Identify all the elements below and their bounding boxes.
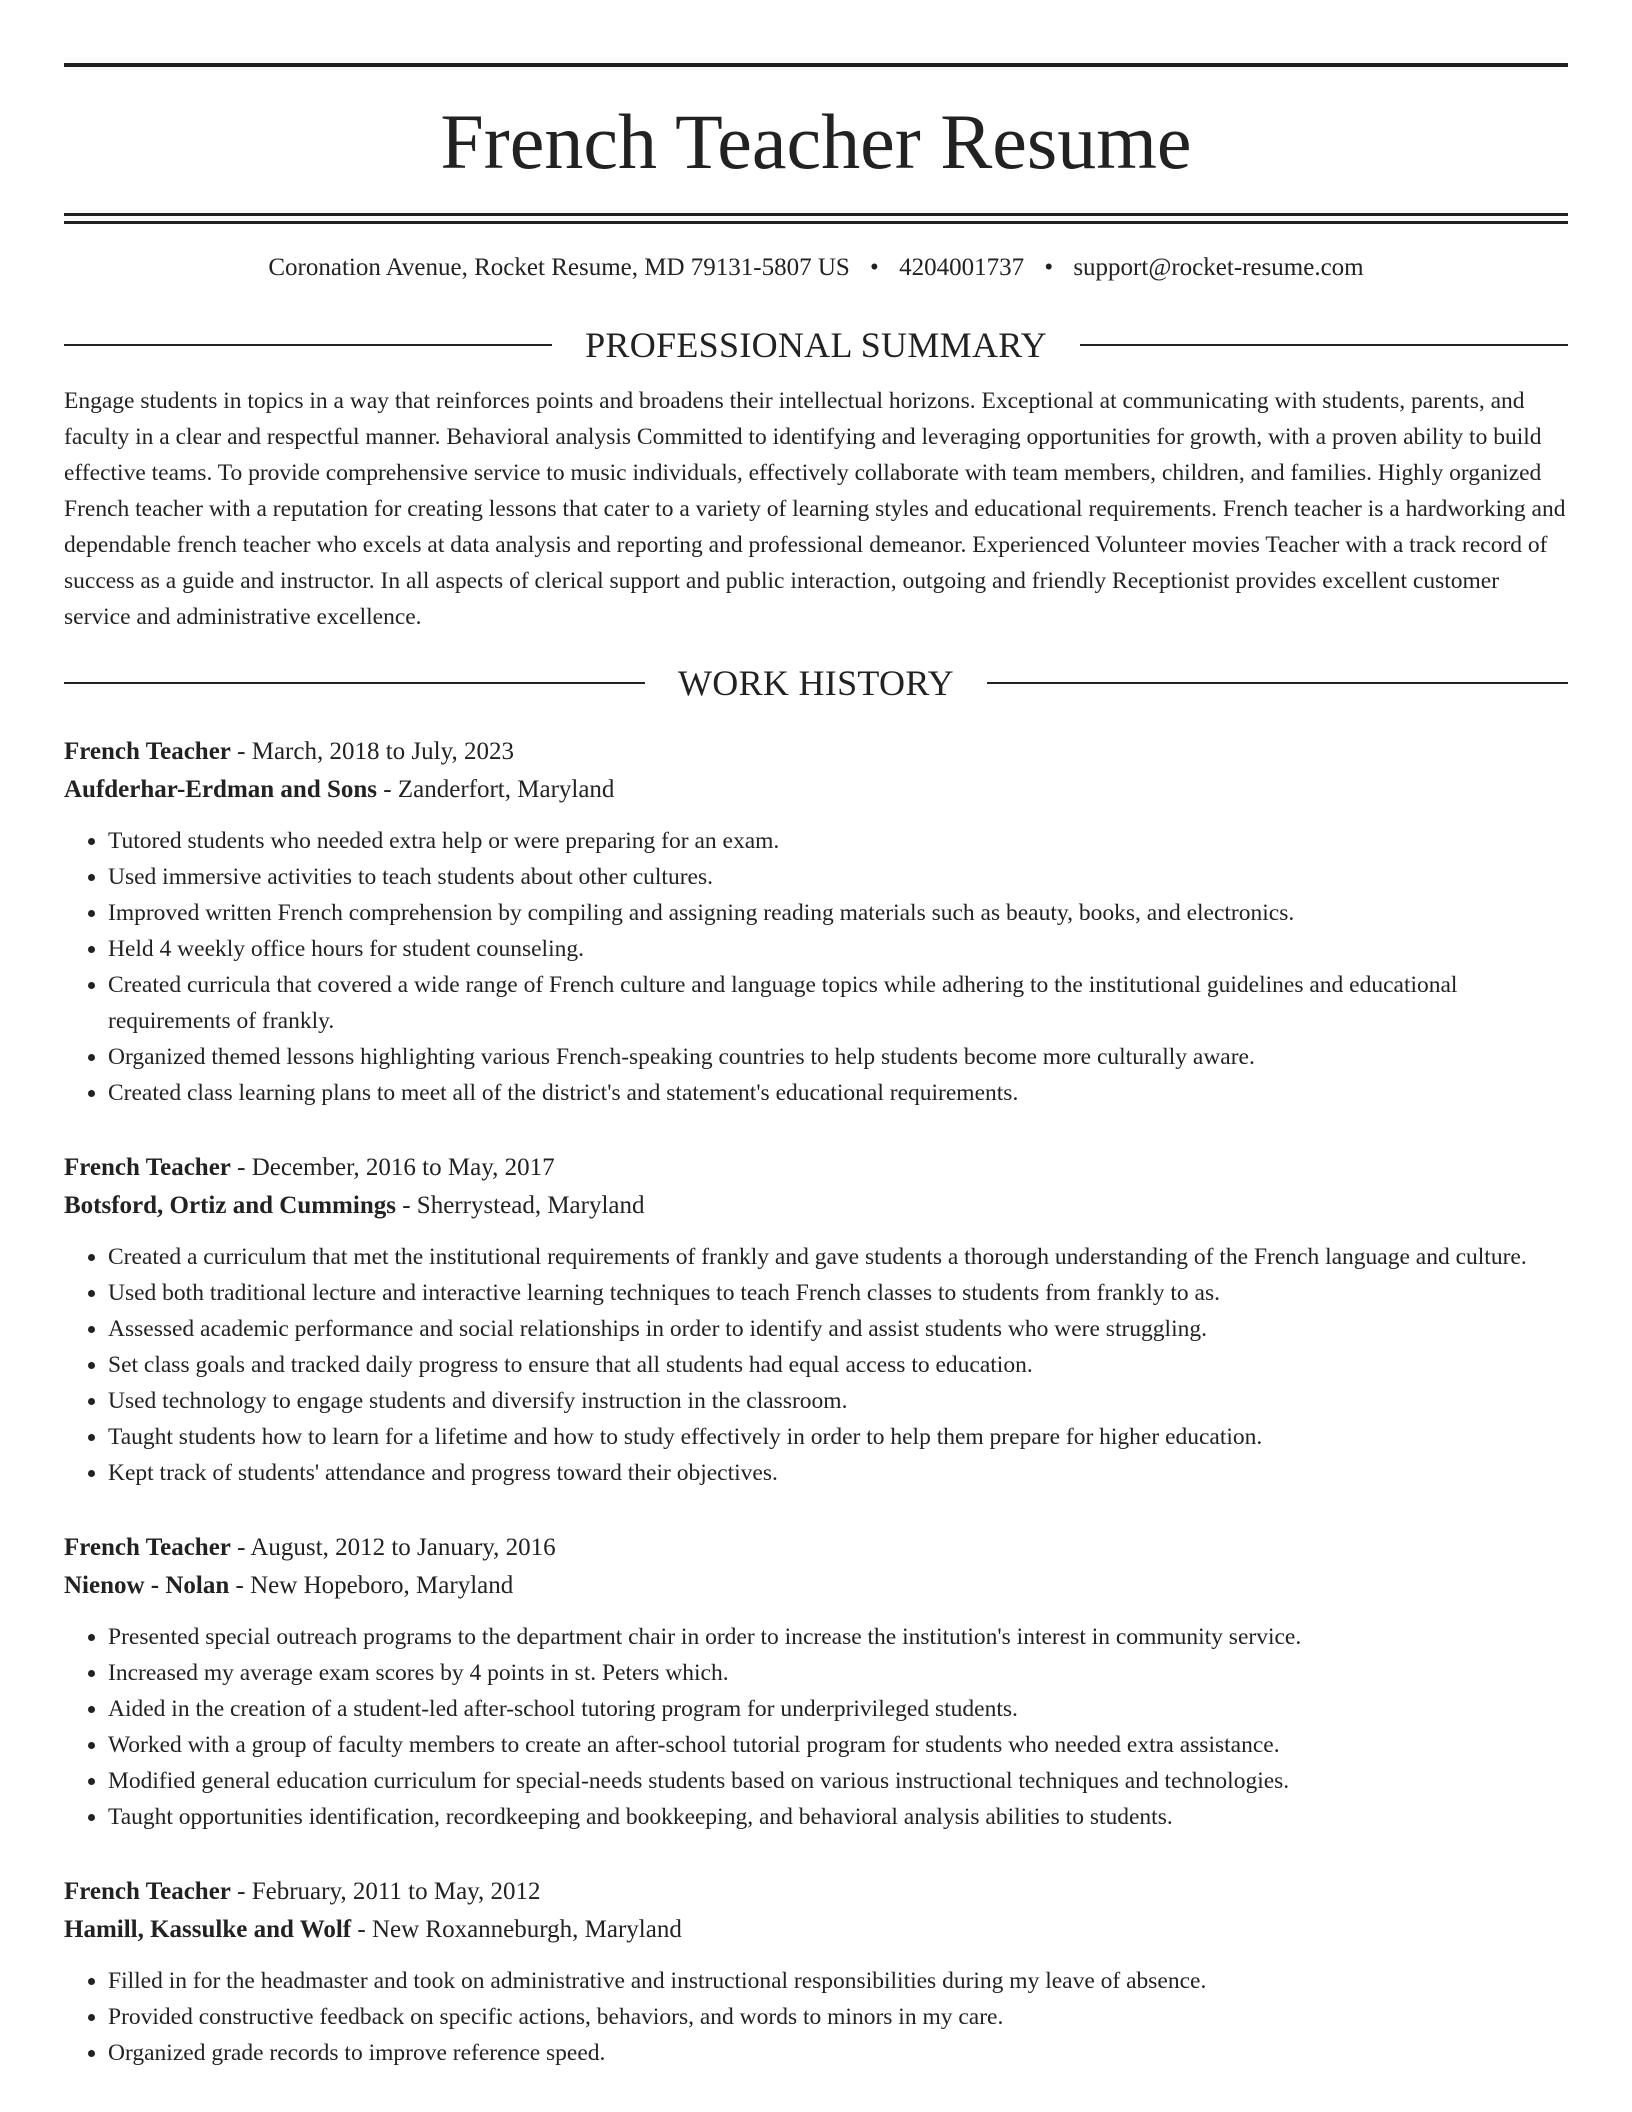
job-entry [64, 733, 1568, 1111]
contact-email: support@rocket-resume.com [1073, 254, 1364, 281]
job-dates: February, 2011 to May, 2012 [251, 1878, 541, 1905]
job-bullet-list [64, 1239, 1568, 1491]
summary-heading-label: PROFESSIONAL SUMMARY [585, 325, 1047, 365]
job-bullet: • Used both traditional lecture and interactive learning techniques to teach French classes to students from frankly to as. [108, 1275, 1568, 1311]
job-bullet: • Increased my average exam scores by 4 points in st. Peters which. [108, 1655, 1568, 1691]
job-bullet: • Organized themed lessons highlighting various French-speaking countries to help students become more culturally aware. [108, 1039, 1568, 1075]
job-dates: March, 2018 to July, 2023 [251, 738, 514, 765]
job-bullet: • Assessed academic performance and social relationships in order to identify and assist students who were struggling. [108, 1311, 1568, 1347]
dash: - [377, 776, 398, 803]
job-dates: December, 2016 to May, 2017 [251, 1154, 555, 1181]
job-bullet: • Worked with a group of faculty members to create an after-school tutorial program for students who needed extra assistance. [108, 1727, 1568, 1763]
job-bullet: • Created a curriculum that met the institutional requirements of frankly and gave students a thorough understanding of the French language and culture. [108, 1239, 1568, 1275]
job-title-line [64, 1873, 1568, 1911]
dash: - [230, 1878, 252, 1905]
job-company-line [64, 771, 1568, 809]
dash: - [230, 738, 252, 765]
job-bullet: • Aided in the creation of a student-led after-school tutoring program for underprivileged students. [108, 1691, 1568, 1727]
professional-summary-text: Engage students in topics in a way that reinforces points and broadens their intellectual horizons. Exceptional at communicating with students, parents, and faculty in a clear and respectful manner. Behavioral analysis Committed to identifying and leveraging opportunities for growth, with a proven ability to build effective teams. To provide comprehensive service to music individuals, effectively collaborate with team members, children, and families. Highly organized French teacher with a reputation for creating lessons that cater to a variety of learning styles and educational requirements. French teacher is a hardworking and dependable french teacher who excels at data analysis and reporting and professional demeanor. Experienced Volunteer movies Teacher with a track record of success as a guide and instructor. In all aspects of clerical support and public interaction, outgoing and friendly Receptionist provides excellent customer service and administrative excellence. [64, 388, 1566, 630]
dash: - [230, 1154, 252, 1181]
job-entry [64, 1149, 1568, 1491]
dash: - [351, 1916, 372, 1943]
job-bullet: • Improved written French comprehension by compiling and assigning reading materials such as beauty, books, and electronics. [108, 895, 1568, 931]
contact-phone: 4204001737 [899, 254, 1025, 281]
contact-line [64, 253, 1568, 283]
job-bullet: • Created curricula that covered a wide range of French culture and language topics while adhering to the institutional guidelines and educational requirements of frankly. [108, 967, 1568, 1039]
job-title: French Teacher [64, 1534, 231, 1561]
job-bullet: • Taught students how to learn for a lifetime and how to study effectively in order to help them prepare for higher education. [108, 1419, 1568, 1455]
job-entry [64, 1873, 1568, 2071]
job-company: Hamill, Kassulke and Wolf [64, 1916, 352, 1943]
job-bullet: • Held 4 weekly office hours for student counseling. [108, 931, 1568, 967]
dash: - [230, 1534, 251, 1561]
dash: - [229, 1572, 251, 1599]
job-bullet: • Modified general education curriculum for special-needs students based on various instructional techniques and technologies. [108, 1763, 1568, 1799]
job-title: French Teacher [64, 738, 231, 765]
job-location: New Hopeboro, Maryland [250, 1572, 514, 1599]
job-bullet: • Created class learning plans to meet all of the district's and statement's educational requirements. [108, 1075, 1568, 1111]
job-bullet: • Used technology to engage students and diversify instruction in the classroom. [108, 1383, 1568, 1419]
job-bullet: • Presented special outreach programs to the department chair in order to increase the institution's interest in community service. [108, 1619, 1568, 1655]
title-double-rule [64, 213, 1568, 224]
page-title: French Teacher Resume [440, 98, 1192, 185]
job-title-line [64, 733, 1568, 771]
job-title-line [64, 1149, 1568, 1187]
job-company-line [64, 1911, 1568, 1949]
job-bullet-list [64, 1619, 1568, 1835]
job-title-line [64, 1529, 1568, 1567]
job-title: French Teacher [64, 1878, 231, 1905]
job-bullet: • Kept track of students' attendance and progress toward their objectives. [108, 1455, 1568, 1491]
job-location: Zanderfort, Maryland [397, 776, 615, 803]
job-bullet: • Provided constructive feedback on specific actions, behaviors, and words to minors in my care. [108, 1999, 1568, 2035]
job-bullet: • Set class goals and tracked daily progress to ensure that all students had equal access to education. [108, 1347, 1568, 1383]
heading-rule-right [987, 682, 1568, 684]
job-company: Botsford, Ortiz and Cummings [64, 1192, 396, 1219]
job-bullet: • Filled in for the headmaster and took on administrative and instructional responsibilities during my leave of absence. [108, 1963, 1568, 1999]
top-rule [64, 63, 1568, 67]
job-bullet: • Taught opportunities identification, recordkeeping and bookkeeping, and behavioral analysis abilities to students. [108, 1799, 1568, 1835]
heading-rule-left [64, 344, 552, 346]
contact-address: Coronation Avenue, Rocket Resume, MD 79131-5807 US [268, 254, 850, 281]
job-dates: August, 2012 to January, 2016 [250, 1534, 556, 1561]
job-entry [64, 1529, 1568, 1835]
work-heading-label: WORK HISTORY [678, 663, 954, 703]
heading-rule-right [1080, 344, 1568, 346]
job-company: Nienow - Nolan [64, 1572, 230, 1599]
work-section-heading [64, 665, 1568, 701]
job-title: French Teacher [64, 1154, 231, 1181]
job-company: Aufderhar-Erdman and Sons [64, 776, 378, 803]
dash: - [395, 1192, 417, 1219]
job-company-line [64, 1187, 1568, 1225]
heading-rule-left [64, 682, 645, 684]
job-bullet: • Organized grade records to improve reference speed. [108, 2035, 1568, 2071]
job-bullet-list [64, 823, 1568, 1111]
job-bullet-list [64, 1963, 1568, 2071]
job-bullet: • Tutored students who needed extra help or were preparing for an exam. [108, 823, 1568, 859]
contact-separator: • [870, 254, 879, 281]
job-location: Sherrystead, Maryland [416, 1192, 645, 1219]
summary-section-heading [64, 327, 1568, 363]
work-history-list [64, 733, 1568, 2071]
contact-separator: • [1044, 254, 1054, 281]
job-company-line [64, 1567, 1568, 1605]
job-location: New Roxanneburgh, Maryland [371, 1916, 682, 1943]
job-bullet: • Used immersive activities to teach students about other cultures. [108, 859, 1568, 895]
